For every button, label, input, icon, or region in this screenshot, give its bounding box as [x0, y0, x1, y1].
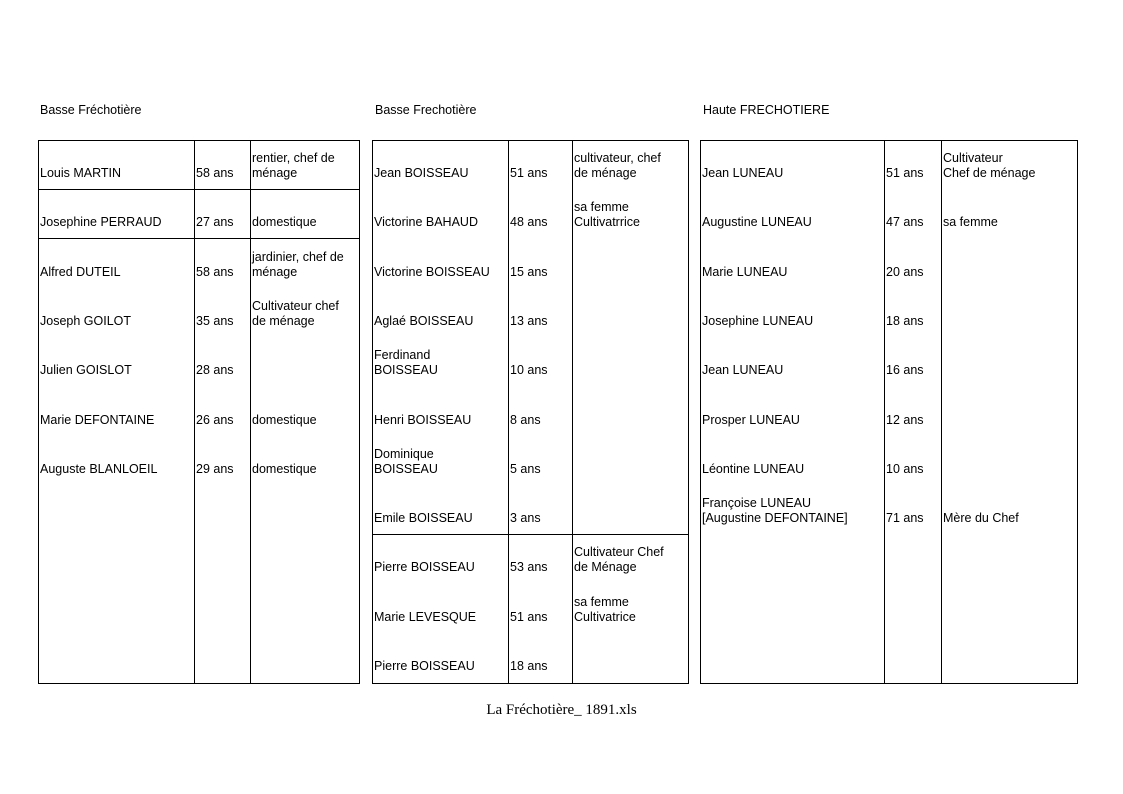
person-age: 51 ans: [510, 166, 548, 180]
person-age: 12 ans: [886, 413, 924, 427]
person-age: 20 ans: [886, 265, 924, 279]
person-age: 10 ans: [886, 462, 924, 476]
person-name: Henri BOISSEAU: [374, 413, 472, 427]
person-age: 47 ans: [886, 215, 924, 229]
person-role: domestique: [252, 462, 317, 476]
person-age: 18 ans: [886, 314, 924, 328]
person-age: 8 ans: [510, 413, 541, 427]
person-role: cultivateur, chef: [574, 151, 661, 165]
person-name: Marie DEFONTAINE: [40, 413, 155, 427]
person-role: Mère du Chef: [943, 511, 1019, 525]
person-age: 27 ans: [196, 215, 234, 229]
person-name: Victorine BAHAUD: [374, 215, 478, 229]
column-divider: [508, 141, 509, 683]
person-age: 13 ans: [510, 314, 548, 328]
person-name: Josephine LUNEAU: [702, 314, 814, 328]
person-age: 51 ans: [886, 166, 924, 180]
person-name: Augustine LUNEAU: [702, 215, 812, 229]
section-title-basse-frechotiere-2: Basse Frechotière: [375, 103, 477, 117]
person-age: 58 ans: [196, 265, 234, 279]
person-name: BOISSEAU: [374, 462, 438, 476]
person-name: Julien GOISLOT: [40, 363, 132, 377]
person-age: 15 ans: [510, 265, 548, 279]
person-name: Pierre BOISSEAU: [374, 560, 475, 574]
section-title-haute-frechotiere: Haute FRECHOTIERE: [703, 103, 830, 117]
household-table-haute-frechotiere: [700, 140, 1078, 684]
household-separator: [373, 534, 688, 535]
person-role: de ménage: [252, 314, 315, 328]
person-age: 53 ans: [510, 560, 548, 574]
person-role: domestique: [252, 413, 317, 427]
column-divider: [250, 141, 251, 683]
person-age: 3 ans: [510, 511, 541, 525]
person-role: sa femme: [574, 595, 629, 609]
household-table-basse-frechotiere-1: [38, 140, 360, 684]
person-name: Marie LEVESQUE: [374, 610, 477, 624]
person-age: 16 ans: [886, 363, 924, 377]
person-role: sa femme: [943, 215, 998, 229]
person-name: Pierre BOISSEAU: [374, 659, 475, 673]
person-name: Marie LUNEAU: [702, 265, 788, 279]
person-age: 35 ans: [196, 314, 234, 328]
column-divider: [941, 141, 942, 683]
person-role: Cultivatrice: [574, 610, 636, 624]
person-role: Cultivateur chef: [252, 299, 339, 313]
person-name: Victorine BOISSEAU: [374, 265, 490, 279]
section-title-basse-frechotiere-1: Basse Fréchotière: [40, 103, 142, 117]
household-separator: [39, 189, 359, 190]
person-age: 18 ans: [510, 659, 548, 673]
person-age: 71 ans: [886, 511, 924, 525]
person-role: ménage: [252, 166, 298, 180]
person-role: domestique: [252, 215, 317, 229]
person-name: Louis MARTIN: [40, 166, 122, 180]
file-name-footer: La Fréchotière_ 1891.xls: [486, 702, 637, 718]
person-age: 5 ans: [510, 462, 541, 476]
person-name: [Augustine DEFONTAINE]: [702, 511, 848, 525]
person-name: Emile BOISSEAU: [374, 511, 473, 525]
person-name: Jean LUNEAU: [702, 363, 784, 377]
person-age: 51 ans: [510, 610, 548, 624]
person-name: Dominique: [374, 447, 434, 461]
person-role: sa femme: [574, 200, 629, 214]
person-role: de ménage: [574, 166, 637, 180]
person-name: Léontine LUNEAU: [702, 462, 805, 476]
person-name: Françoise LUNEAU: [702, 496, 812, 510]
person-age: 58 ans: [196, 166, 234, 180]
person-age: 48 ans: [510, 215, 548, 229]
person-name: BOISSEAU: [374, 363, 438, 377]
person-role: ménage: [252, 265, 298, 279]
person-age: 29 ans: [196, 462, 234, 476]
person-age: 10 ans: [510, 363, 548, 377]
person-role: Cultivateur Chef: [574, 545, 664, 559]
person-age: 28 ans: [196, 363, 234, 377]
person-role: jardinier, chef de: [252, 250, 344, 264]
person-name: Ferdinand: [374, 348, 431, 362]
household-table-basse-frechotiere-2: [372, 140, 689, 684]
person-role: Cultivatrrice: [574, 215, 640, 229]
person-age: 26 ans: [196, 413, 234, 427]
household-separator: [39, 238, 359, 239]
person-name: Auguste BLANLOEIL: [40, 462, 158, 476]
person-name: Prosper LUNEAU: [702, 413, 800, 427]
person-name: Jean LUNEAU: [702, 166, 784, 180]
column-divider: [572, 141, 573, 683]
person-name: Josephine PERRAUD: [40, 215, 162, 229]
person-name: Joseph GOILOT: [40, 314, 132, 328]
person-role: rentier, chef de: [252, 151, 335, 165]
person-role: Cultivateur: [943, 151, 1003, 165]
person-role: de Ménage: [574, 560, 637, 574]
person-role: Chef de ménage: [943, 166, 1036, 180]
column-divider: [194, 141, 195, 683]
column-divider: [884, 141, 885, 683]
person-name: Jean BOISSEAU: [374, 166, 469, 180]
person-name: Aglaé BOISSEAU: [374, 314, 474, 328]
person-name: Alfred DUTEIL: [40, 265, 121, 279]
